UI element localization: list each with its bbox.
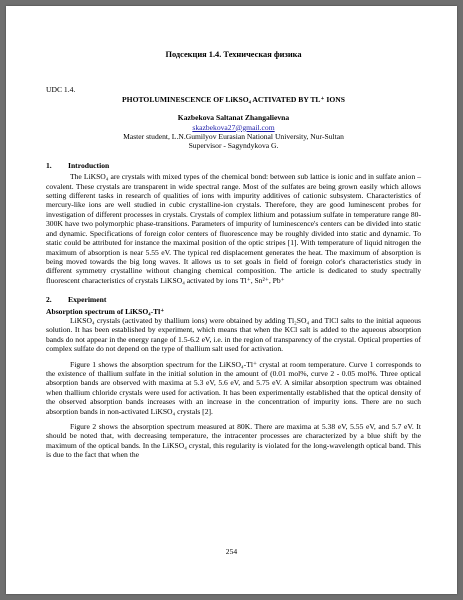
experiment-paragraph-3: Figure 2 shows the absorption spectrum measured at 80K. There are maxima at 5.38 eV, 5.55 eV, and 5.7 eV. It should be noted that, with decreasing temperature, the intracenter processes are characterized by a blue shift by the maximum of the optical bands. In the LiKSO₄ crystal, this regularity is violated for the long-wavelength optical band. This is due to the fact that when the bbox=[46, 422, 421, 460]
introduction-heading bbox=[46, 161, 421, 170]
author-email-link[interactable]: skazbekova27@gmail.com bbox=[192, 122, 275, 132]
author-affiliation: Master student, L.N.Gumilyov Eurasian National University, Nur-Sultan bbox=[123, 132, 344, 142]
experiment-paragraph-2: Figure 1 shows the absorption spectrum for the LiKSO₄-Tl⁺ crystal at room temperature. Curve 1 corresponds to the existence of thallium sulfate in the initial solution in the amount of (0.01 mol%, curve 2 - 0.05 mol%. Three optical absorption bands are observed with maxima at 5.3 eV, 5.6 eV, and 5.75 eV. A similar absorption spectrum was obtained when thallium chloride crystals were used for activation. It has been experimentally established that the optical density of the observed absorption bands increases with an increase in the concentration of impurity ions. There are no such absorption bands in non-activated LiKSO₄ crystals [2]. bbox=[46, 359, 421, 416]
introduction-paragraph: The LiKSO₄ are crystals with mixed types of the chemical bond: between sub lattice is ionic and in sulfate anion – covalent. These crystals are transparent in wide spectral range. Most of the sulfates are being grown easily which allows setting different tasks in research of qualities of ions with impurity additives of cationic subsystem. Characteristics of mercury-like ions are well studied in cubic crystalline-ion crystals. Therefore, they are good luminescent probes for investigation of different processes in crystals. Crystals of complex lithium and potassium sulfate in temperature range 80-300K have two polymorphic phase-transitions. Parameters of impurity of luminescence's centers can be divided into static and dynamic. Specifications of foreign color centers of fluorescence may be roughly divided into static and dynamic. To static could be attributed for instance the maximal position of the optic stripes [1]. With temperature of liquid nitrogen the maximum of absorption is near 5.55 eV. The typical red displacement generates the heat. The maximum of absorption is being moved towards the big long waves. It allows us to set goals in field of foreign color's characteristics study in different symmetry crystalline without changing chemical composition. The article is dedicated to study spectrally fluorescent characteristics of crystals LiKSO₄ activated by ions Tl⁺, Sn²⁺, Pb⁺ bbox=[46, 172, 421, 285]
page-number: 254 bbox=[225, 547, 238, 556]
udc-code: UDC 1.4. bbox=[46, 85, 76, 95]
section-header: Подсекция 1.4. Техническая физика bbox=[165, 50, 302, 59]
author-name: Kazbekova Saltanat Zhangalievna bbox=[177, 113, 290, 123]
experiment-heading-number: 2. bbox=[46, 295, 52, 305]
author-email-line bbox=[46, 123, 421, 132]
introduction-heading-number: 1. bbox=[46, 160, 52, 170]
supervisor-line: Supervisor - Sagyndykova G. bbox=[188, 141, 279, 151]
experiment-heading-text: Experiment bbox=[68, 295, 107, 305]
experiment-subheading: Absorption spectrum of LiKSO₄-Tl⁺ bbox=[46, 306, 165, 316]
experiment-paragraph-1: LiKSO₄ crystals (activated by thallium ions) were obtained by adding Tl₂SO₄ and TlCl salts to the initial aqueous solution. It has been established by experiment, which means that when the KCl salt is added to the aqueous absorption bands do not appear in the energy range of 1.5-6.2 eV, i.e. in the region of transparency of the crystal. Optical properties of complex sulfate do not depend on the type of thallium salt used for activation. bbox=[46, 315, 421, 354]
experiment-heading bbox=[46, 295, 421, 304]
introduction-heading-text: Introduction bbox=[68, 160, 110, 170]
document-page bbox=[6, 6, 457, 594]
paper-title: PHOTOLUMINESCENCE OF LiKSO₄ ACTIVATED BY TL⁺ IONS bbox=[122, 94, 345, 104]
page-content bbox=[46, 50, 421, 460]
